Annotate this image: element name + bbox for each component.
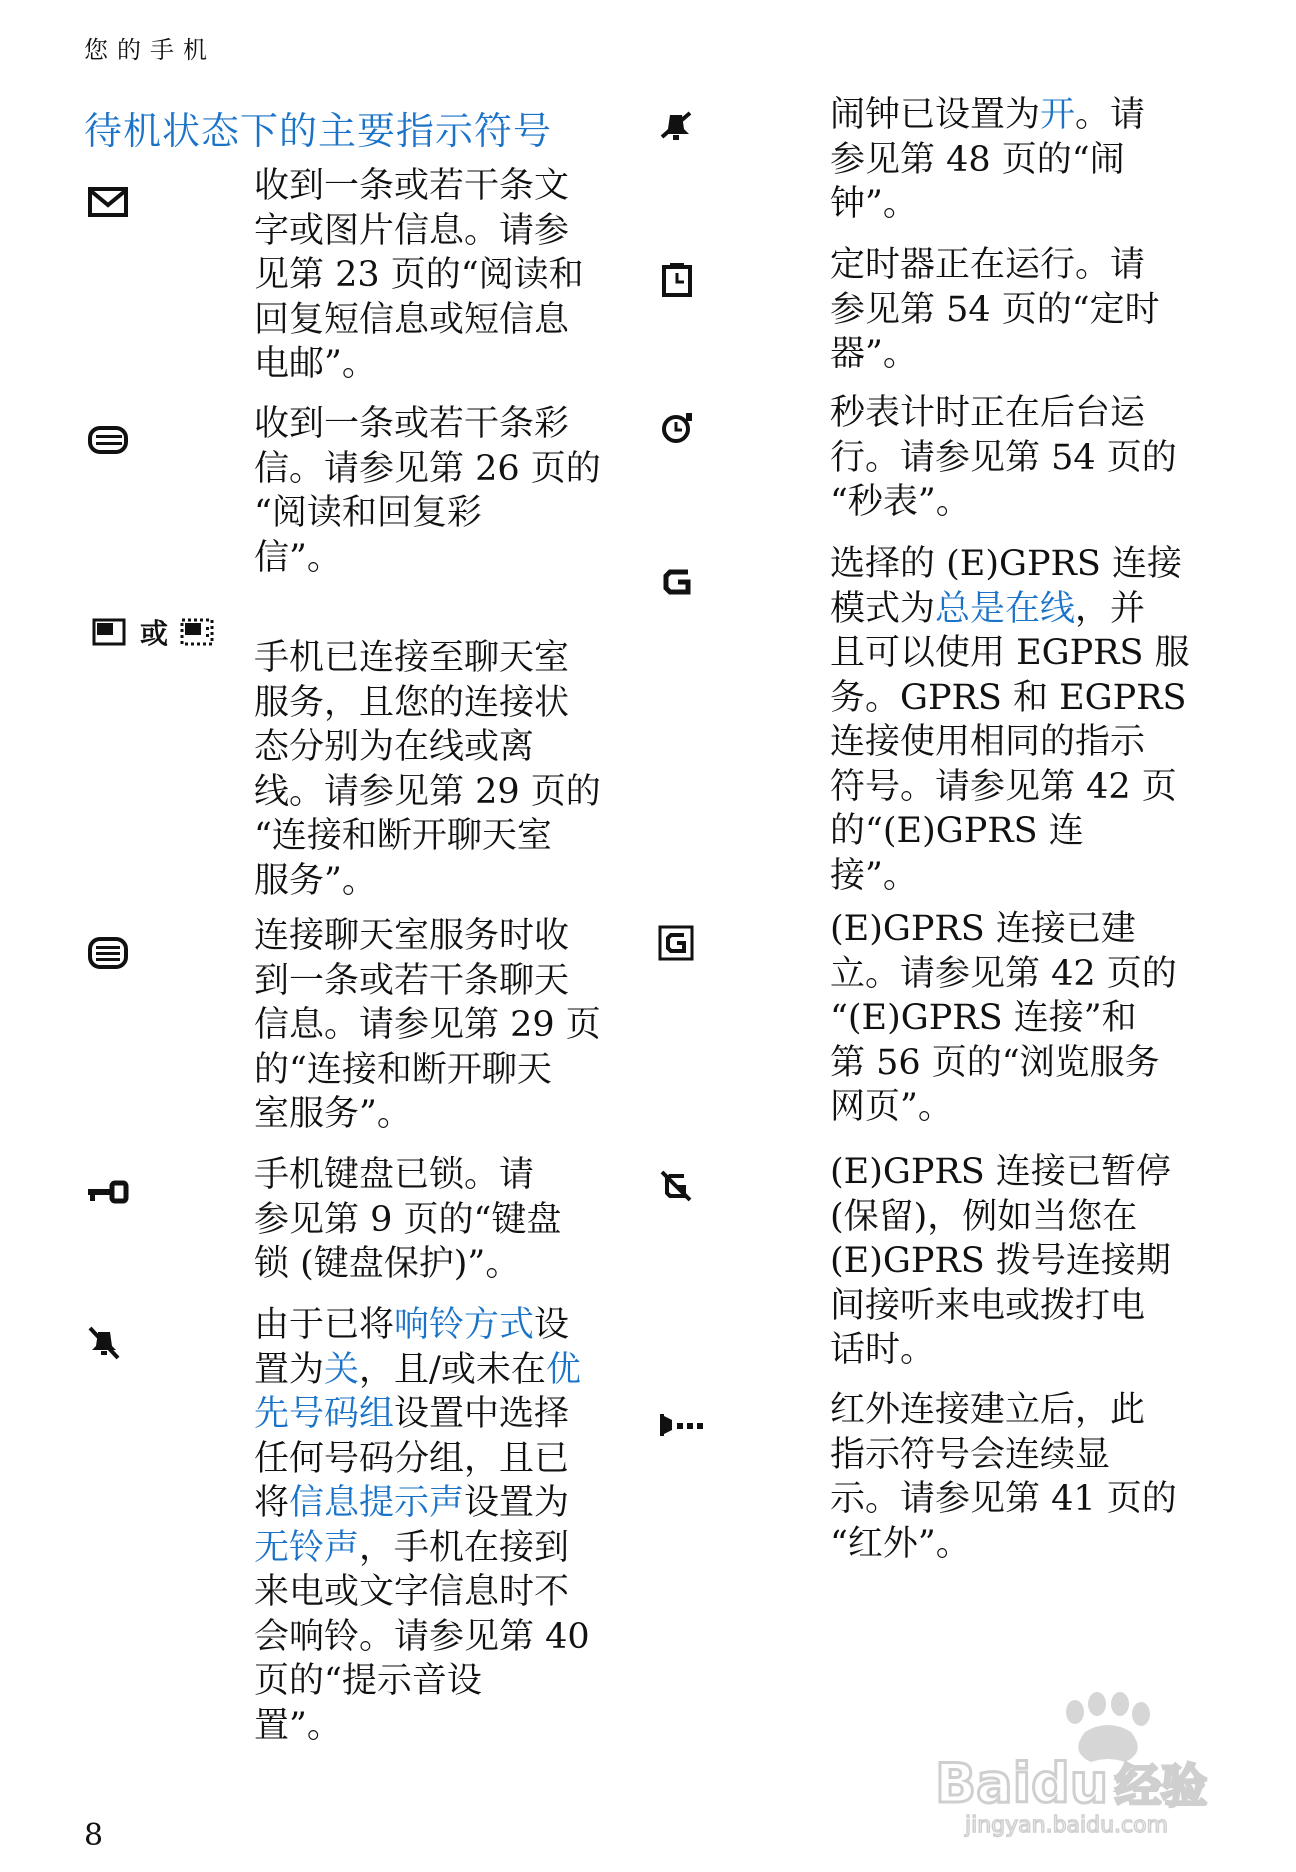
text-line: 信。请参见第 26 页的 [254,448,601,489]
entry-text-alarm [830,93,1145,227]
text-segment: 参见第 48 页的“闹 [830,139,1125,180]
text-line: “连接和断开聊天室 [254,816,552,856]
text-line: 态分别为在线或离 [254,727,535,767]
text-line [254,1303,590,1348]
text-line: 锁 (键盘保护)”。 [254,1244,521,1284]
entry-text-gprs-suspended [830,1150,1171,1373]
menu-term-highlight: 关 [324,1349,360,1390]
menu-term-highlight: 无铃声 [254,1527,360,1568]
text-line [830,182,1145,227]
text-line [254,1659,590,1704]
text-line: 信”。 [254,537,342,578]
text-segment: 。请 [1075,95,1146,135]
text-segment: 任何号码分组，且已 [254,1438,570,1479]
entry-text-timer [830,243,1160,377]
text-segment: 设置中选择 [394,1394,570,1434]
text-line: 秒表计时正在后台运 [830,393,1146,433]
or-text: 或 [140,617,169,650]
text-line [830,809,1190,854]
watermark-brand: Baidu [935,1752,1109,1815]
text-line [254,1704,590,1749]
baidu-jingyan-watermark [925,1690,1245,1840]
text-line: 信息。请参见第 29 页 [254,1005,601,1045]
infrared-icon [656,1404,712,1444]
text-line [254,1615,590,1660]
text-segment: ，并 [1075,588,1146,629]
text-line: 电邮”。 [254,344,377,384]
timer-icon [656,260,700,300]
key-icon [86,1172,130,1212]
text-line [254,1570,590,1615]
text-line [830,542,1190,587]
text-line: 回复短信息或短信息 [254,299,570,340]
page-number: 8 [84,1818,104,1853]
entry-text-keypad-locked [254,1153,561,1287]
text-line: 网页”。 [830,1087,953,1127]
chat-offline-icon [180,617,216,647]
text-line: 器”。 [830,334,918,374]
stopwatch-icon [656,408,700,448]
text-line: “阅读和回复彩 [254,493,482,533]
text-line: 话时。 [830,1330,936,1370]
watermark-url: jingyan.baidu.com [965,1813,1169,1838]
text-line [254,1392,590,1437]
text-line [254,1348,590,1393]
text-line: 服务，且您的连接状 [254,682,570,723]
text-line: 红外连接建立后，此 [830,1390,1146,1430]
entry-text-stopwatch [830,391,1177,525]
entry-text-new-mms [254,402,601,580]
entry-text-gprs-always-online [830,542,1190,898]
entry-text-silent [254,1303,590,1748]
text-line: 收到一条或若干条文 [254,166,570,206]
text-line: 间接听来电或拨打电 [830,1285,1146,1326]
text-line: 的“连接和断开聊天 [254,1049,552,1090]
text-line: 立。请参见第 42 页的 [830,953,1177,994]
text-line: 指示符号会连续显 [830,1434,1111,1475]
running-header: 您的手机 [84,36,216,64]
text-segment: ，手机在接到 [359,1527,570,1568]
text-line: 手机键盘已锁。请 [254,1155,535,1195]
entry-text-new-message [254,164,584,387]
text-segment: 闹钟已设置为 [830,95,1041,135]
gprs-suspended-icon [656,1166,700,1206]
chat-online-icon [92,617,128,647]
text-line: 参见第 54 页的“定时 [830,289,1160,330]
text-segment: 接”。 [830,855,918,896]
text-segment: 页的“提示音设 [254,1661,482,1701]
menu-term-highlight: 总是在线 [935,588,1076,629]
text-line: 行。请参见第 54 页的 [830,437,1177,478]
entry-text-infrared [830,1388,1177,1566]
text-segment: 设 [534,1305,570,1345]
text-segment: 选择的 (E)GPRS 连接 [830,544,1182,584]
text-segment: 将 [254,1483,290,1523]
text-line [830,765,1190,810]
entry-text-gprs-connected [830,907,1177,1130]
silent-bell-icon [84,1322,128,1362]
text-segment: 连接使用相同的指示 [830,722,1146,762]
section-title: 待机状态下的主要指示符号 [84,109,553,153]
text-segment: 置”。 [254,1705,342,1746]
text-line: 第 56 页的“浏览服务 [830,1042,1160,1083]
gprs-icon [656,562,700,602]
menu-term-highlight: 开 [1040,95,1076,135]
text-segment: 符号。请参见第 42 页 [830,766,1177,807]
text-line: (E)GPRS 连接已暂停 [830,1152,1171,1192]
text-segment: 设置为 [464,1483,570,1523]
text-line: 连接聊天室服务时收 [254,916,570,956]
entry-text-chat-status [254,636,601,903]
text-line: “(E)GPRS 连接”和 [830,998,1137,1038]
text-line: (E)GPRS 拨号连接期 [830,1241,1171,1281]
text-line [254,1481,590,1526]
text-segment: ，且/或未在 [359,1349,546,1390]
text-line: (保留)，例如当您在 [830,1196,1138,1237]
text-line: 字或图片信息。请参 [254,210,570,251]
text-line: 见第 23 页的“阅读和 [254,255,584,295]
text-line [830,631,1190,676]
alarm-bell-icon [654,107,698,147]
text-line [830,720,1190,765]
text-line [254,1526,590,1571]
text-line [830,93,1145,138]
chat-message-icon [86,933,130,973]
text-line: “红外”。 [830,1523,971,1564]
text-line: (E)GPRS 连接已建 [830,909,1136,949]
text-segment: 来电或文字信息时不 [254,1572,570,1612]
chat-status-icons [92,612,216,652]
text-segment: 且可以使用 EGPRS 服 [830,633,1190,673]
text-line: 收到一条或若干条彩 [254,404,570,444]
text-segment: 置为 [254,1349,325,1390]
text-segment: 模式为 [830,588,936,629]
menu-term-highlight: 先号码组 [254,1394,395,1434]
text-line [830,587,1190,632]
text-line [830,854,1190,899]
watermark-brand-cn: 经验 [1115,1759,1207,1813]
text-segment: 由于已将 [254,1305,395,1345]
text-line [254,1437,590,1482]
gprs-connected-icon [656,923,700,963]
text-line: 服务”。 [254,860,377,901]
multimedia-message-icon [86,420,130,460]
text-line: “秒表”。 [830,482,971,522]
text-segment: 的“(E)GPRS 连 [830,811,1084,851]
text-segment: 务。GPRS 和 EGPRS [830,677,1187,718]
menu-term-highlight: 响铃方式 [394,1305,535,1345]
text-line: 手机已连接至聊天室 [254,638,570,678]
text-line: 线。请参见第 29 页的 [254,771,601,812]
text-segment: 钟”。 [830,184,918,224]
entry-text-chat-message [254,914,601,1137]
text-line: 定时器正在运行。请 [830,245,1146,285]
text-line [830,676,1190,721]
text-line: 参见第 9 页的“键盘 [254,1199,562,1240]
menu-term-highlight: 信息提示声 [289,1483,465,1523]
envelope-icon [86,183,130,223]
text-line: 示。请参见第 41 页的 [830,1479,1177,1519]
text-line: 室服务”。 [254,1094,412,1134]
text-line [830,138,1145,183]
text-segment: 会响铃。请参见第 40 [254,1616,590,1657]
text-line: 到一条或若干条聊天 [254,960,570,1001]
menu-term-highlight: 优 [545,1349,581,1390]
